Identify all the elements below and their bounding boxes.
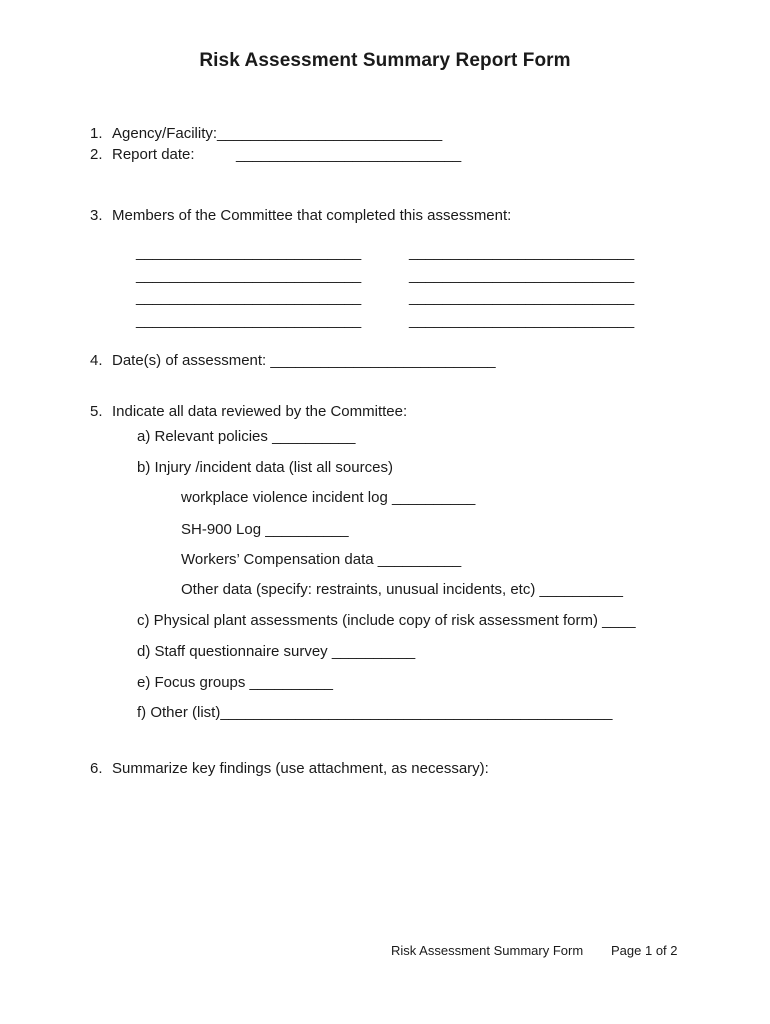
item-workers-compensation: Workers’ Compensation data __________ (181, 551, 462, 568)
item-sh900-log: SH-900 Log __________ (181, 521, 349, 538)
member-line-right-2: ___________________________ (409, 267, 635, 284)
data-reviewed-heading (90, 402, 407, 422)
item-staff-questionnaire: d) Staff questionnaire survey __________ (137, 643, 416, 660)
agency-facility-field (90, 124, 442, 144)
report-date-blank: ___________________________ (236, 146, 462, 163)
member-line-right-3: ___________________________ (409, 289, 635, 306)
member-line-left-3: ___________________________ (136, 289, 362, 306)
report-date-label: Report date: (112, 146, 195, 163)
key-findings-heading (90, 759, 489, 779)
item-number: 3. (90, 207, 103, 224)
data-reviewed-label: Indicate all data reviewed by the Committee: (112, 403, 408, 420)
member-line-left-4: ___________________________ (136, 312, 362, 329)
footer-page-number: Page 1 of 2 (611, 943, 678, 958)
member-line-left-1: ___________________________ (136, 244, 362, 261)
committee-members-heading (90, 206, 511, 226)
agency-facility-label: Agency/Facility:___________________________ (112, 125, 443, 142)
page-title: Risk Assessment Summary Report Form (199, 50, 571, 71)
item-physical-plant: c) Physical plant assessments (include copy of risk assessment form) ____ (137, 612, 636, 629)
item-number: 2. (90, 146, 103, 163)
member-line-right-1: ___________________________ (409, 244, 635, 261)
footer-form-name: Risk Assessment Summary Form (391, 943, 584, 958)
assessment-dates-field (90, 351, 496, 371)
item-workplace-violence-log: workplace violence incident log __________ (181, 489, 476, 506)
item-other-list: f) Other (list)_______________________________________________ (137, 704, 613, 721)
item-number: 1. (90, 125, 103, 142)
item-other-data: Other data (specify: restraints, unusual incidents, etc) __________ (181, 581, 623, 598)
key-findings-label: Summarize key findings (use attachment, as necessary): (112, 760, 489, 777)
committee-members-label: Members of the Committee that completed this assessment: (112, 207, 512, 224)
member-line-left-2: ___________________________ (136, 267, 362, 284)
item-number: 6. (90, 760, 103, 777)
item-focus-groups: e) Focus groups __________ (137, 674, 333, 691)
member-line-right-4: ___________________________ (409, 312, 635, 329)
item-number: 5. (90, 403, 103, 420)
report-date-field (90, 145, 195, 165)
assessment-dates-label: Date(s) of assessment: ___________________________ (112, 352, 496, 369)
item-injury-incident-data: b) Injury /incident data (list all sources) (137, 459, 393, 476)
item-number: 4. (90, 352, 103, 369)
item-relevant-policies: a) Relevant policies __________ (137, 428, 356, 445)
